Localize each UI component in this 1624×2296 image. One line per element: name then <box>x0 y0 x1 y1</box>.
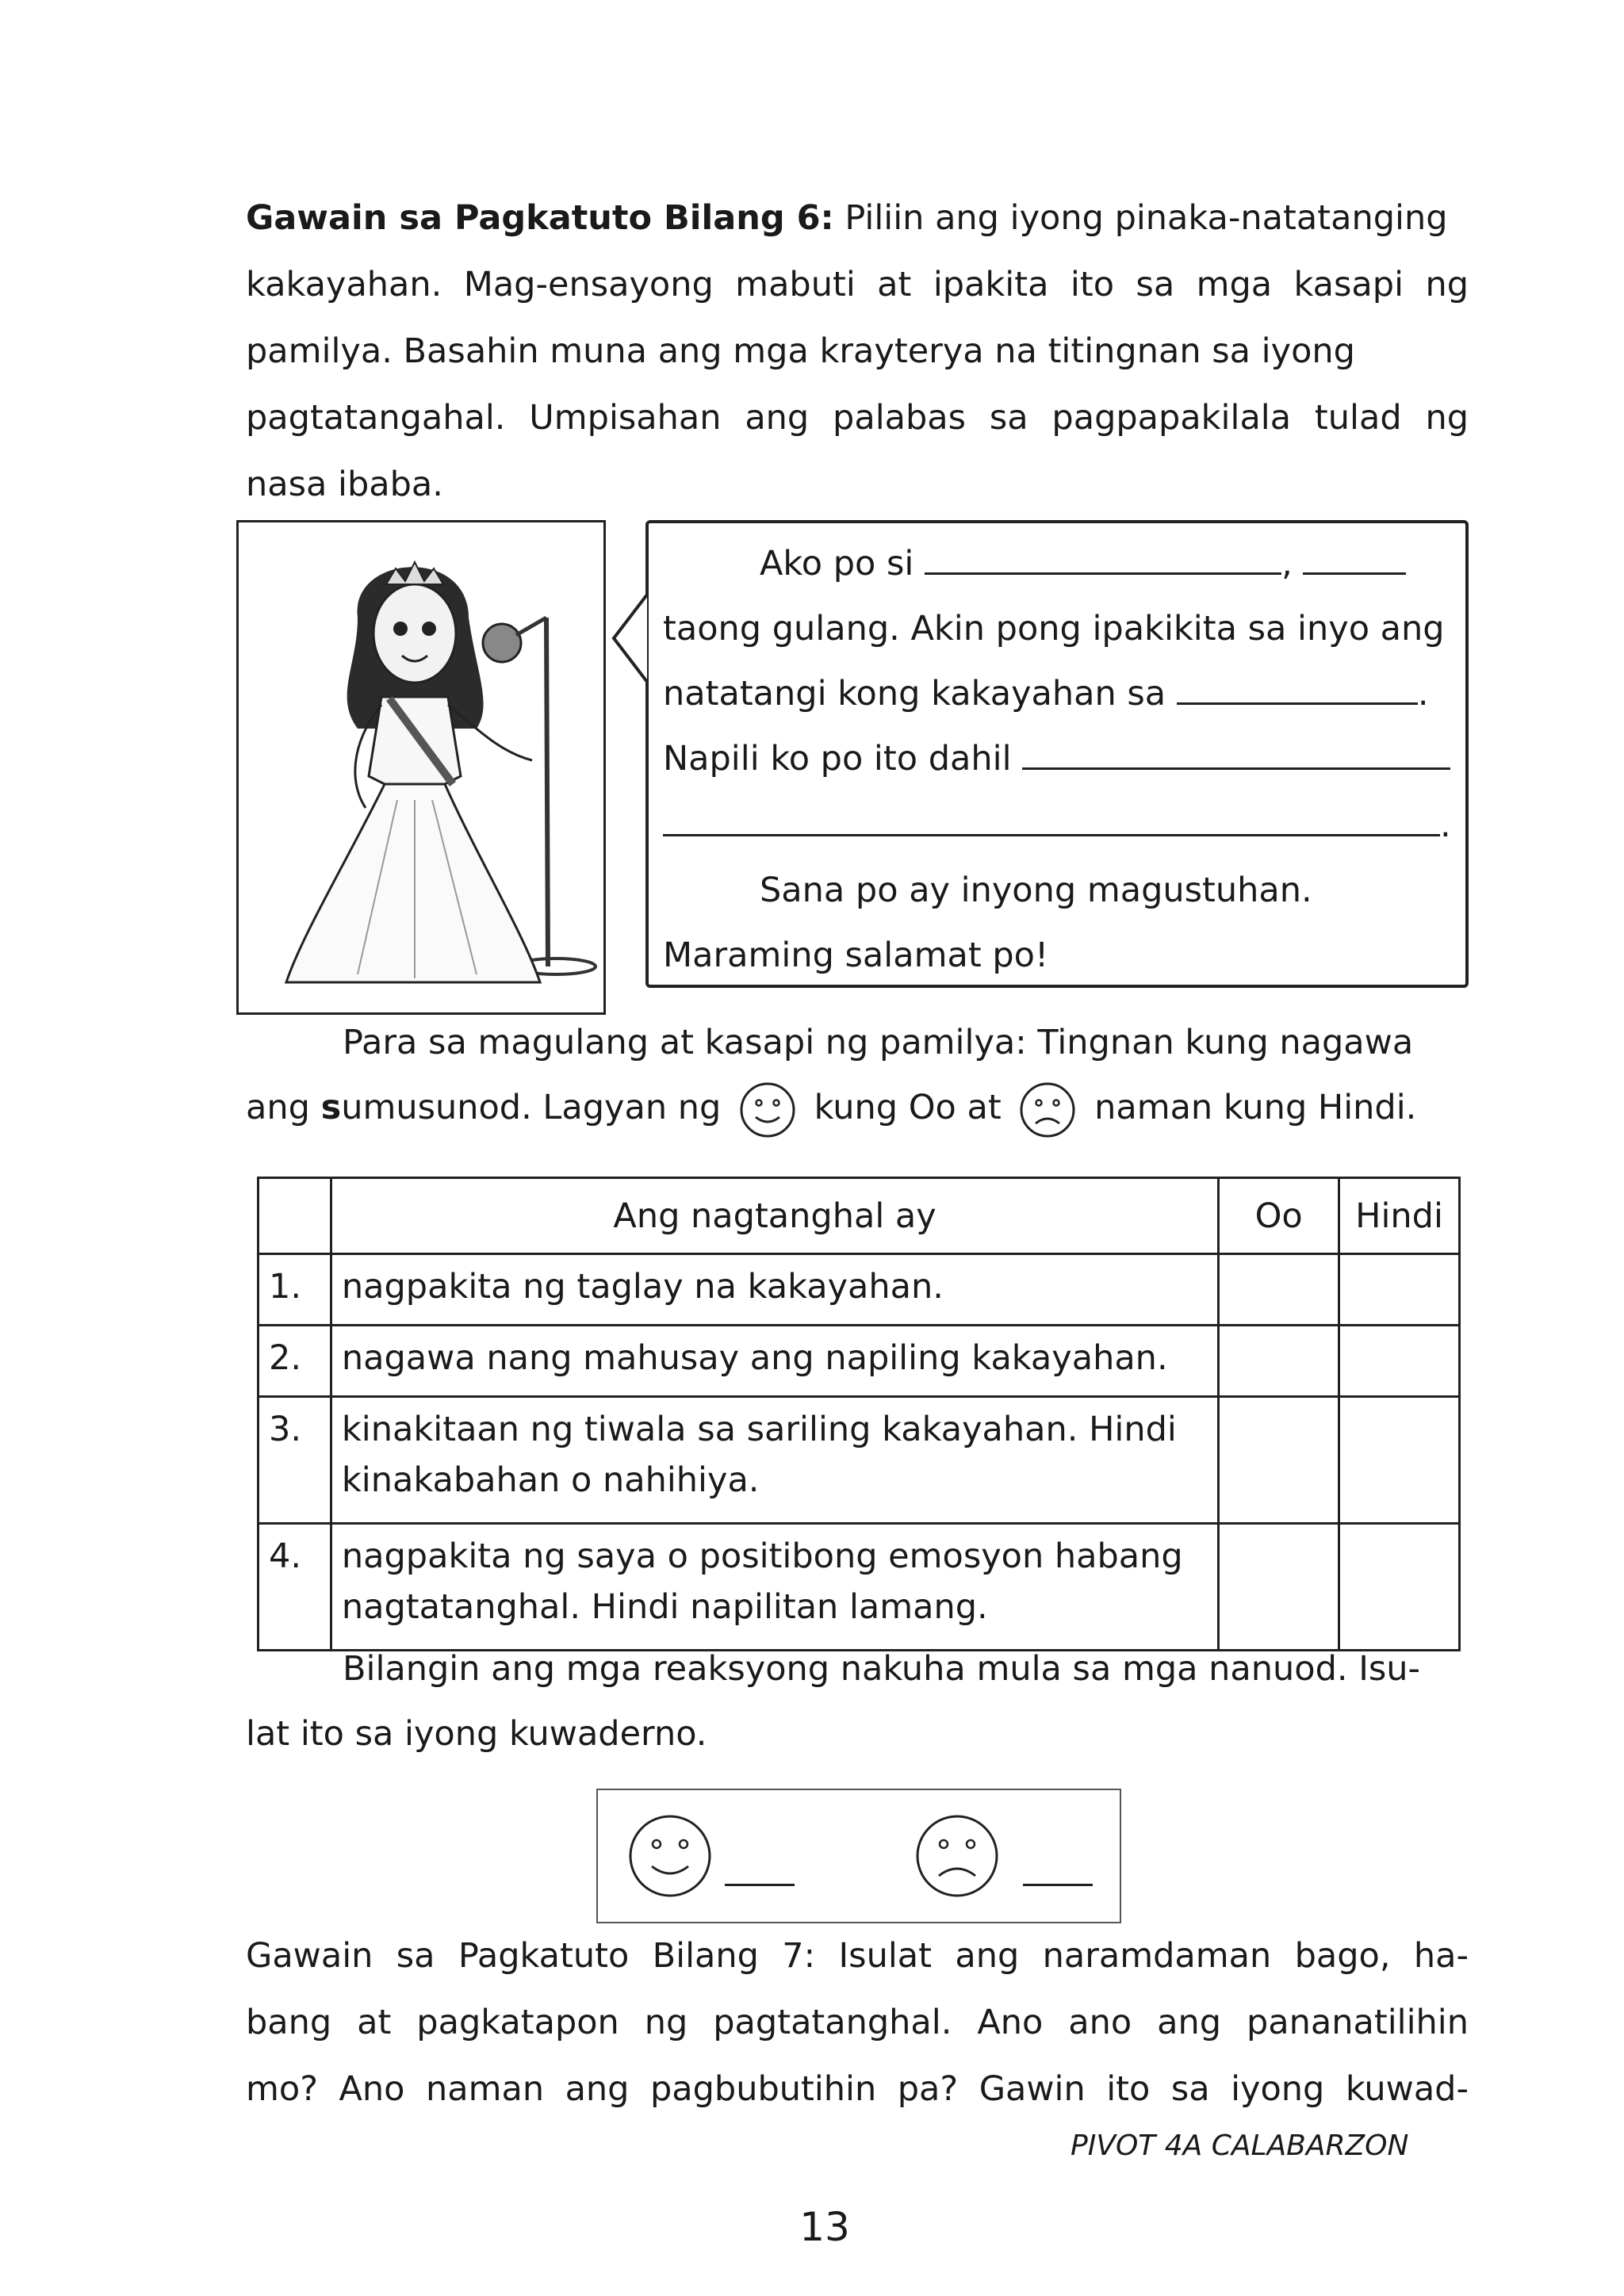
table-row <box>259 1254 1460 1326</box>
hindi-checkbox-cell[interactable] <box>1339 1397 1460 1524</box>
table-row <box>259 1326 1460 1397</box>
activity6-title: Gawain sa Pagkatuto Bilang 6: <box>246 198 834 238</box>
table-header-row <box>259 1178 1460 1254</box>
count-line1: Bilangin ang mga reaksyong nakuha mula sa mga nanuod. Isu- <box>343 1649 1421 1689</box>
parents-line1: Para sa magulang at kasapi ng pamilya: Tingnan kung nagawa <box>343 1023 1414 1062</box>
smiley-face-icon <box>626 1812 714 1900</box>
table-header-oo: Oo <box>1219 1178 1339 1254</box>
row-criteria: kinakitaan ng tiwala sa sariling kakayahan. Hindi kinakabahan o nahihiya. <box>331 1397 1218 1524</box>
sad-face-icon <box>914 1812 1001 1900</box>
speech-line7: Maraming salamat po! <box>663 936 1049 975</box>
speech-line6: Sana po ay inyong magustuhan. <box>760 871 1312 910</box>
oo-checkbox-cell[interactable] <box>1219 1254 1339 1326</box>
activity7-line2: bang at pagkatapon ng pagtatanghal. Ano ano ang pananatilihin <box>246 2003 1469 2042</box>
row-number: 2. <box>259 1326 331 1397</box>
speech-line5: . <box>663 806 1451 845</box>
activity7-line3: mo? Ano naman ang pagbubutihin pa? Gawin ito sa iyong kuwad- <box>246 2069 1469 2109</box>
speech-line3: natatangi kong kakayahan sa . <box>663 674 1429 714</box>
activity6-line3: pamilya. Basahin muna ang mga krayterya na titingnan sa iyong <box>246 331 1355 371</box>
activity6-line4: pagtatangahal. Umpisahan ang palabas sa pagpapakilala tulad ng <box>246 398 1469 438</box>
table-header-num <box>259 1178 331 1254</box>
oo-checkbox-cell[interactable] <box>1219 1524 1339 1651</box>
criteria-table <box>257 1177 1461 1651</box>
footer-source: PIVOT 4A CALABARZON <box>1071 2130 1409 2162</box>
row-criteria: nagawa nang mahusay ang napiling kakayahan. <box>331 1326 1218 1397</box>
smiley-count-blank[interactable] <box>725 1884 795 1886</box>
activity6-line2: kakayahan. Mag-ensayong mabuti at ipakita ito sa mga kasapi ng <box>246 265 1469 304</box>
row-criteria: nagpakita ng taglay na kakayahan. <box>331 1254 1218 1326</box>
reason-blank[interactable] <box>1022 740 1450 770</box>
age-blank[interactable] <box>1303 545 1406 575</box>
speech-line4: Napili ko po ito dahil <box>663 739 1450 779</box>
smiley-face-icon <box>738 1081 797 1139</box>
hindi-checkbox-cell[interactable] <box>1339 1254 1460 1326</box>
girl-singer-illustration <box>239 522 603 1012</box>
table-row <box>259 1397 1460 1524</box>
speech-bubble-pointer <box>611 595 650 682</box>
activity7-line1: Gawain sa Pagkatuto Bilang 7: Isulat ang naramdaman bago, ha- <box>246 1936 1469 1976</box>
activity6-line5: nasa ibaba. <box>246 465 443 504</box>
sad-count-blank[interactable] <box>1023 1884 1093 1886</box>
talent-blank[interactable] <box>1177 675 1418 705</box>
row-number: 4. <box>259 1524 331 1651</box>
table-header-hindi: Hindi <box>1339 1178 1460 1254</box>
count-line2: lat ito sa iyong kuwaderno. <box>246 1714 707 1754</box>
hindi-checkbox-cell[interactable] <box>1339 1326 1460 1397</box>
speech-line1: Ako po si , <box>760 544 1406 584</box>
hindi-checkbox-cell[interactable] <box>1339 1524 1460 1651</box>
table-header-criteria: Ang nagtanghal ay <box>331 1178 1218 1254</box>
reason-blank-2[interactable] <box>663 807 1440 836</box>
row-number: 3. <box>259 1397 331 1524</box>
reaction-count-box <box>596 1789 1121 1923</box>
page-number: 13 <box>799 2204 850 2250</box>
speech-line2: taong gulang. Akin pong ipakikita sa inyo ang <box>663 609 1445 649</box>
parents-line2: ang sumusunod. Lagyan ng kung Oo at naman kung Hindi. <box>246 1080 1416 1139</box>
row-number: 1. <box>259 1254 331 1326</box>
row-criteria: nagpakita ng saya o positibong emosyon habang nagtatanghal. Hindi napilitan lamang. <box>331 1524 1218 1651</box>
table-row <box>259 1524 1460 1651</box>
illustration-frame <box>236 520 606 1015</box>
name-blank[interactable] <box>925 545 1281 575</box>
oo-checkbox-cell[interactable] <box>1219 1397 1339 1524</box>
sad-face-icon <box>1018 1081 1077 1139</box>
oo-checkbox-cell[interactable] <box>1219 1326 1339 1397</box>
activity6-line1: Gawain sa Pagkatuto Bilang 6: Piliin ang iyong pinaka-natatanging <box>246 198 1448 238</box>
